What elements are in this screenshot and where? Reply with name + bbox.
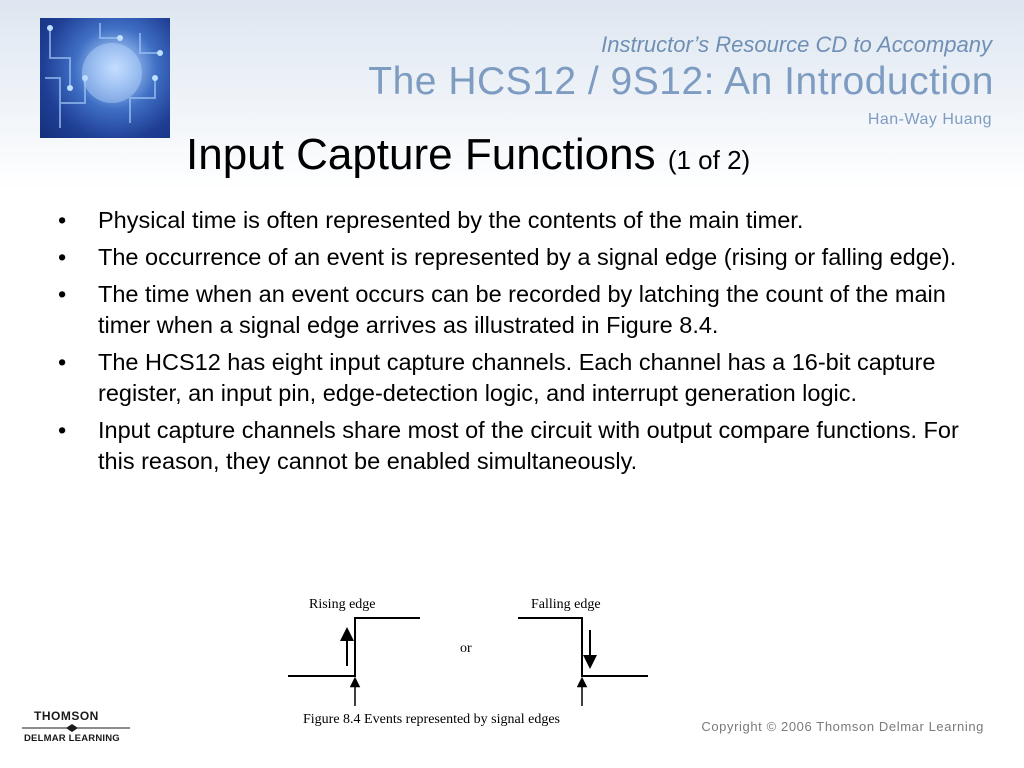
bullet-item bbox=[52, 242, 972, 273]
bullet-text: The time when an event occurs can be recorded by latching the count of the main timer when a signal edge arrives as illustrated in Figure 8.4. bbox=[98, 281, 946, 338]
copyright-notice: Copyright © 2006 Thomson Delmar Learning bbox=[701, 719, 984, 734]
bullet-text: Input capture channels share most of the circuit with output compare functions. For this reason, they cannot be enabled simultaneously. bbox=[98, 417, 959, 474]
bullet-item bbox=[52, 415, 972, 477]
bullet-marker: • bbox=[58, 207, 67, 233]
book-subtitle: Instructor’s Resource CD to Accompany bbox=[601, 32, 992, 57]
falling-edge-label: Falling edge bbox=[531, 597, 601, 612]
book-author: Han-Way Huang bbox=[867, 111, 992, 128]
book-cover-image bbox=[40, 18, 170, 138]
bullet-text: The HCS12 has eight input capture channels. Each channel has a 16-bit capture register, an input pin, edge-detection logic, and interrupt generation logic. bbox=[98, 349, 936, 406]
logo-text-thomson: THOMSON bbox=[34, 709, 99, 723]
bullet-list bbox=[52, 205, 972, 483]
logo-text-delmar: DELMAR LEARNING bbox=[24, 733, 120, 744]
bullet-text: The occurrence of an event is represented by a signal edge (rising or falling edge). bbox=[98, 244, 957, 270]
bullet-item bbox=[52, 347, 972, 409]
or-label: or bbox=[460, 641, 472, 656]
bullet-marker: • bbox=[58, 417, 67, 443]
bullet-item bbox=[52, 279, 972, 341]
book-title: The HCS12 / 9S12: An Introduction bbox=[368, 60, 994, 103]
bullet-marker: • bbox=[58, 244, 67, 270]
rising-edge-label: Rising edge bbox=[309, 597, 376, 612]
rising-edge-waveform bbox=[288, 618, 420, 676]
figure-caption: Figure 8.4 Events represented by signal edges bbox=[303, 712, 560, 727]
slide-title bbox=[186, 130, 750, 180]
bullet-item bbox=[52, 205, 972, 236]
slide-title-suffix: (1 of 2) bbox=[667, 145, 751, 175]
signal-edges-figure bbox=[280, 590, 660, 740]
bullet-text: Physical time is often represented by the contents of the main timer. bbox=[98, 207, 804, 233]
thomson-logo bbox=[22, 706, 136, 768]
logo-divider-icon bbox=[22, 723, 136, 733]
falling-edge-waveform bbox=[518, 618, 648, 676]
bullet-marker: • bbox=[58, 349, 67, 375]
bullet-marker: • bbox=[58, 281, 67, 307]
slide-title-text: Input Capture Functions bbox=[186, 130, 656, 179]
